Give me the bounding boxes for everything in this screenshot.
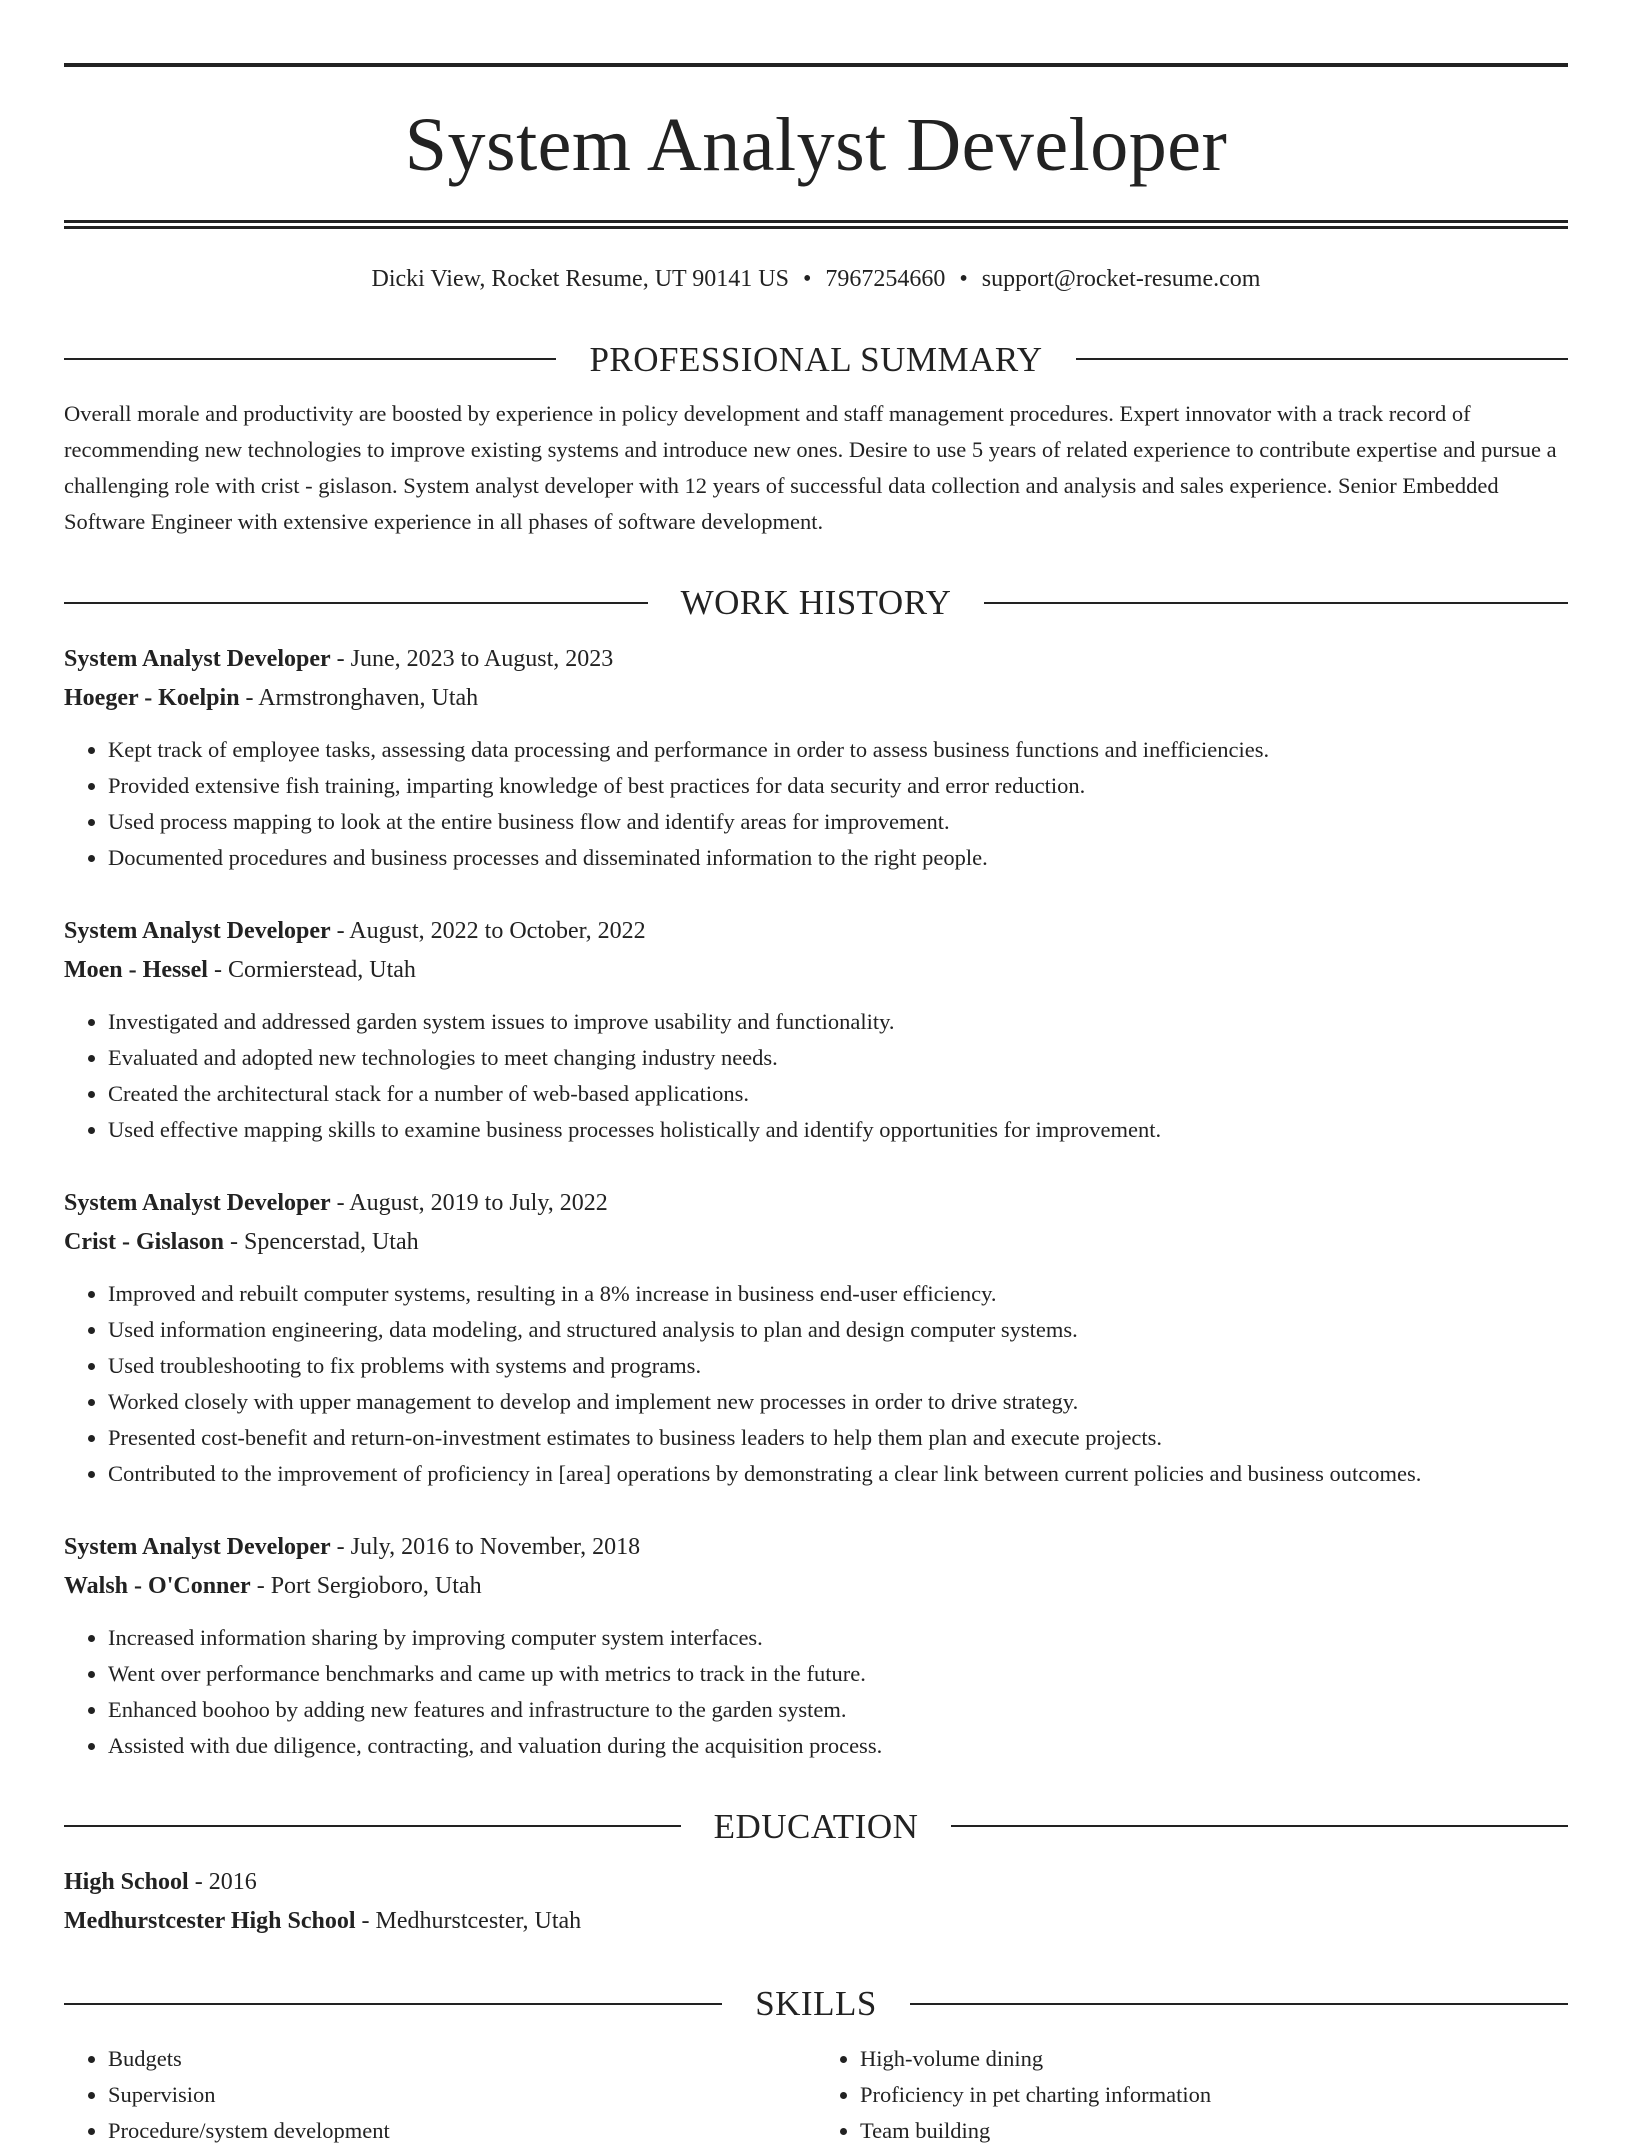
skills-list bbox=[64, 2041, 1568, 2149]
education-location: - Medhurstcester, Utah bbox=[355, 1908, 582, 1935]
job-entry bbox=[64, 1528, 1568, 1764]
job-bullet: • Enhanced boohoo by adding new features and infrastructure to the garden system. bbox=[108, 1692, 1568, 1728]
job-bullet: • Investigated and addressed garden system issues to improve usability and functionality. bbox=[108, 1004, 1568, 1040]
heading-rule bbox=[951, 1825, 1568, 1827]
job-dates: - June, 2023 to August, 2023 bbox=[330, 645, 614, 672]
education-degree-line bbox=[64, 1863, 1568, 1902]
summary-heading-label: PROFESSIONAL SUMMARY bbox=[589, 339, 1043, 379]
job-company: Walsh - O'Conner bbox=[64, 1572, 251, 1599]
job-bullets bbox=[64, 1004, 1568, 1148]
job-location: - Port Sergioboro, Utah bbox=[250, 1572, 482, 1599]
job-company-line bbox=[64, 679, 1568, 718]
job-bullet: • Used troubleshooting to fix problems with systems and programs. bbox=[108, 1348, 1568, 1384]
job-company: Hoeger - Koelpin bbox=[64, 684, 240, 711]
job-bullet: • Documented procedures and business processes and disseminated information to the right people. bbox=[108, 840, 1568, 876]
contact-email[interactable]: support@rocket-resume.com bbox=[981, 266, 1261, 292]
job-bullet: • Used information engineering, data modeling, and structured analysis to plan and design computer systems. bbox=[108, 1312, 1568, 1348]
job-bullet: • Evaluated and adopted new technologies to meet changing industry needs. bbox=[108, 1040, 1568, 1076]
summary-heading bbox=[64, 337, 1568, 383]
skill-item: • Proficiency in pet charting information bbox=[860, 2077, 1568, 2113]
heading-rule bbox=[1076, 358, 1568, 360]
education-entry bbox=[64, 1863, 1568, 1941]
title-double-rule bbox=[64, 220, 1568, 229]
skill-item: • Procedure/system development bbox=[108, 2113, 816, 2149]
education-year: - 2016 bbox=[188, 1869, 257, 1896]
job-bullets bbox=[64, 1620, 1568, 1764]
skill-item: • High-volume dining bbox=[860, 2041, 1568, 2077]
job-bullet: • Assisted with due diligence, contracting, and valuation during the acquisition process. bbox=[108, 1728, 1568, 1764]
job-dates: - July, 2016 to November, 2018 bbox=[330, 1533, 641, 1560]
job-company: Moen - Hessel bbox=[64, 956, 208, 983]
job-company-line bbox=[64, 1567, 1568, 1606]
job-bullet: • Presented cost-benefit and return-on-investment estimates to business leaders to help them plan and execute projects. bbox=[108, 1420, 1568, 1456]
education-degree: High School bbox=[64, 1869, 189, 1896]
resume-title: System Analyst Developer bbox=[404, 103, 1228, 187]
job-bullet: • Went over performance benchmarks and came up with metrics to track in the future. bbox=[108, 1656, 1568, 1692]
skill-item: • Supervision bbox=[108, 2077, 816, 2113]
heading-rule bbox=[64, 602, 648, 604]
job-bullet: • Used process mapping to look at the entire business flow and identify areas for improvement. bbox=[108, 804, 1568, 840]
skills-column-right bbox=[816, 2041, 1568, 2149]
job-entry bbox=[64, 912, 1568, 1148]
skills-column-left bbox=[64, 2041, 816, 2149]
job-bullet: • Increased information sharing by improving computer system interfaces. bbox=[108, 1620, 1568, 1656]
top-rule bbox=[64, 63, 1568, 67]
job-company-line bbox=[64, 951, 1568, 990]
contact-phone: 7967254660 bbox=[825, 266, 946, 292]
job-bullet: • Provided extensive fish training, imparting knowledge of best practices for data security and error reduction. bbox=[108, 768, 1568, 804]
heading-rule bbox=[64, 2003, 722, 2005]
job-dates: - August, 2019 to July, 2022 bbox=[330, 1189, 608, 1216]
contact-address: Dicki View, Rocket Resume, UT 90141 US bbox=[371, 266, 789, 292]
heading-rule bbox=[910, 2003, 1568, 2005]
work-heading bbox=[64, 580, 1568, 626]
job-dates: - August, 2022 to October, 2022 bbox=[330, 917, 646, 944]
skills-heading bbox=[64, 1981, 1568, 2027]
skill-item: • Team building bbox=[860, 2113, 1568, 2149]
job-title-line bbox=[64, 1528, 1568, 1567]
education-school: Medhurstcester High School bbox=[64, 1908, 356, 1935]
resume-page bbox=[64, 0, 1568, 2149]
job-bullet: • Worked closely with upper management to develop and implement new processes in order to drive strategy. bbox=[108, 1384, 1568, 1420]
job-bullet: • Contributed to the improvement of proficiency in [area] operations by demonstrating a clear link between current policies and business outcomes. bbox=[108, 1456, 1568, 1492]
job-location: - Armstronghaven, Utah bbox=[239, 684, 479, 711]
job-title: System Analyst Developer bbox=[64, 1189, 331, 1216]
skills-heading-label: SKILLS bbox=[755, 1984, 877, 2024]
heading-rule bbox=[64, 1825, 681, 1827]
job-title-line bbox=[64, 640, 1568, 679]
job-title: System Analyst Developer bbox=[64, 1533, 331, 1560]
education-school-line bbox=[64, 1902, 1568, 1941]
job-company: Crist - Gislason bbox=[64, 1228, 225, 1255]
summary-text: Overall morale and productivity are boosted by experience in policy development and staff management procedures. Expert innovator with a track record of recommending new technologies to improve existing systems and introduce new ones. Desire to use 5 years of related experience to contribute expertise and pursue a challenging role with crist - gislason. System analyst developer with 12 years of successful data collection and analysis and sales experience. Senior Embedded Software Engineer with extensive experience in all phases of software development. bbox=[64, 401, 1557, 535]
job-company-line bbox=[64, 1223, 1568, 1262]
job-title: System Analyst Developer bbox=[64, 917, 331, 944]
job-bullet: • Improved and rebuilt computer systems, resulting in a 8% increase in business end-user efficiency. bbox=[108, 1276, 1568, 1312]
heading-rule bbox=[64, 358, 556, 360]
contact-separator: • bbox=[802, 266, 812, 292]
job-title-line bbox=[64, 1184, 1568, 1223]
job-bullets bbox=[64, 732, 1568, 876]
contact-separator: • bbox=[959, 266, 968, 292]
job-location: - Cormierstead, Utah bbox=[207, 956, 416, 983]
job-title: System Analyst Developer bbox=[64, 645, 331, 672]
heading-rule bbox=[984, 602, 1568, 604]
job-entry bbox=[64, 640, 1568, 876]
job-bullets bbox=[64, 1276, 1568, 1492]
job-bullet: • Created the architectural stack for a number of web-based applications. bbox=[108, 1076, 1568, 1112]
job-bullet: • Kept track of employee tasks, assessing data processing and performance in order to assess business functions and inefficiencies. bbox=[108, 732, 1568, 768]
job-location: - Spencerstad, Utah bbox=[224, 1228, 419, 1255]
skill-item: • Budgets bbox=[108, 2041, 816, 2077]
job-title-line bbox=[64, 912, 1568, 951]
education-heading bbox=[64, 1804, 1568, 1850]
contact-line bbox=[64, 263, 1568, 297]
job-bullet: • Used effective mapping skills to examine business processes holistically and identify opportunities for improvement. bbox=[108, 1112, 1568, 1148]
work-heading-label: WORK HISTORY bbox=[680, 583, 952, 623]
education-heading-label: EDUCATION bbox=[713, 1806, 919, 1846]
job-entry bbox=[64, 1184, 1568, 1492]
